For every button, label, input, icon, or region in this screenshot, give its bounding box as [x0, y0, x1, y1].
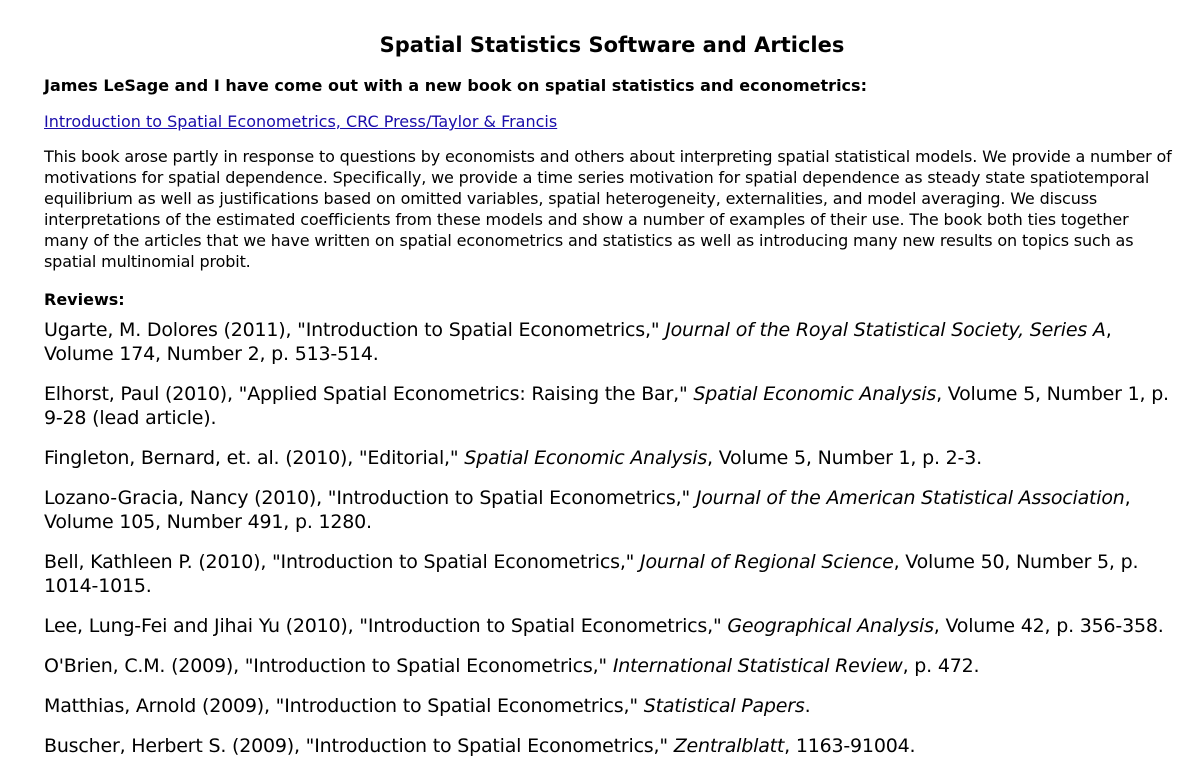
review-journal: Zentralblatt: [673, 735, 785, 757]
review-citation: Fingleton, Bernard, et. al. (2010), "Editorial,": [44, 447, 465, 469]
review-journal: Statistical Papers: [643, 695, 805, 717]
review-details: , Volume 50, Number 5, p. 1014-1015.: [44, 551, 1139, 597]
review-journal: Journal of Regional Science: [640, 551, 894, 573]
review-journal: Journal of the Royal Statistical Society, Series A: [665, 319, 1106, 341]
review-item: [44, 550, 1176, 598]
review-item: [44, 614, 1176, 638]
review-journal: Spatial Economic Analysis: [693, 383, 937, 405]
reviews-list: [44, 318, 1176, 758]
review-details: , Volume 42, p. 356-358.: [933, 615, 1164, 637]
review-citation: Lee, Lung-Fei and Jihai Yu (2010), "Introduction to Spatial Econometrics,": [44, 615, 728, 637]
review-item: [44, 318, 1176, 366]
review-citation: Bell, Kathleen P. (2010), "Introduction to Spatial Econometrics,": [44, 551, 641, 573]
review-details: , Volume 105, Number 491, p. 1280.: [44, 487, 1131, 533]
review-journal: Spatial Economic Analysis: [464, 447, 708, 469]
review-item: [44, 694, 1176, 718]
review-item: [44, 486, 1176, 534]
review-details: , Volume 5, Number 1, p. 2-3.: [707, 447, 982, 469]
review-citation: Lozano-Gracia, Nancy (2010), "Introduction to Spatial Econometrics,": [44, 487, 696, 509]
reviews-heading: Reviews:: [44, 290, 125, 309]
review-journal: Geographical Analysis: [727, 615, 934, 637]
review-item: [44, 446, 1176, 470]
review-journal: Journal of the American Statistical Association: [695, 487, 1125, 509]
review-citation: Elhorst, Paul (2010), "Applied Spatial Econometrics: Raising the Bar,": [44, 383, 694, 405]
review-citation: O'Brien, C.M. (2009), "Introduction to Spatial Econometrics,": [44, 655, 613, 677]
book-description: This book arose partly in response to questions by economists and others about interpreting spatial statistical models. We provide a number of motivations for spatial dependence. Specifically, we provide a time series motivation for spatial dependence as steady state spatiotemporal equilibrium as well as justifications based on omitted variables, spatial heterogeneity, externalities, and model averaging. We discuss interpretations of the estimated coefficients from these models and show a number of examples of their use. The book both ties together many of the articles that we have written on spatial econometrics and statistics as well as introducing many new results on topics such as spatial multinomial probit.: [44, 147, 1172, 271]
review-details: , 1163-91004.: [784, 735, 916, 757]
review-details: .: [804, 695, 811, 717]
review-item: [44, 382, 1176, 430]
review-citation: Matthias, Arnold (2009), "Introduction to Spatial Econometrics,": [44, 695, 644, 717]
review-details: , p. 472.: [902, 655, 980, 677]
book-link[interactable]: Introduction to Spatial Econometrics, CRC Press/Taylor & Francis: [44, 112, 558, 131]
review-details: , Volume 5, Number 1, p. 9-28 (lead article).: [44, 383, 1169, 429]
review-citation: Ugarte, M. Dolores (2011), "Introduction to Spatial Econometrics,": [44, 319, 666, 341]
review-details: , Volume 174, Number 2, p. 513-514.: [44, 319, 1112, 365]
page-title: Spatial Statistics Software and Articles: [379, 33, 845, 57]
book-announcement: James LeSage and I have come out with a new book on spatial statistics and econometrics:: [44, 76, 867, 95]
review-item: [44, 654, 1176, 678]
review-item: [44, 734, 1176, 758]
review-citation: Buscher, Herbert S. (2009), "Introduction to Spatial Econometrics,": [44, 735, 674, 757]
review-journal: International Statistical Review: [612, 655, 903, 677]
